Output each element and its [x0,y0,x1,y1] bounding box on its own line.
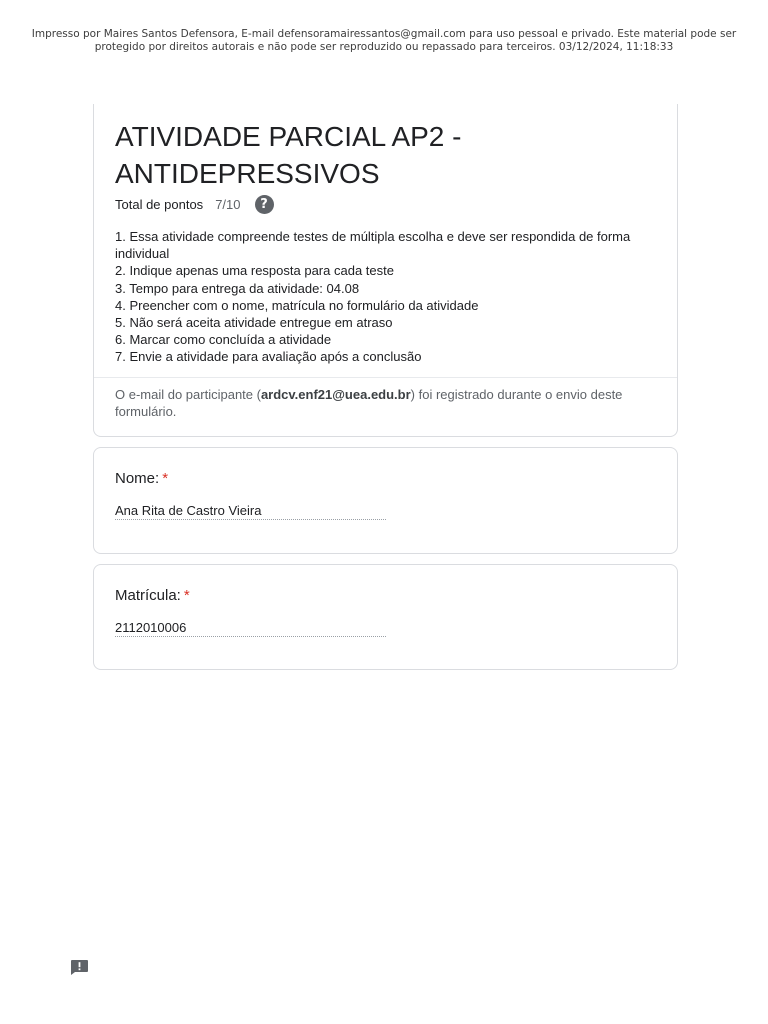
instruction-item: 6. Marcar como concluída a atividade [115,332,332,348]
question-label-text: Matrícula: [115,587,181,604]
report-feedback-icon[interactable] [69,959,89,976]
divider [94,377,677,378]
required-mark: * [183,587,190,604]
score-row [115,195,274,214]
print-header: Impresso por Maires Santos Defensora, E-mail defensoramairessantos@gmail.com para uso pessoal e privado. Este material pode ser protegido por direitos autorais e não pode ser reproduzido ou repassado para terceiros. 03/12/2024, 11:18:33 [31,28,737,53]
form-title: ATIVIDADE PARCIAL AP2 - ANTIDEPRESSIVOS [115,121,462,189]
question-label [115,587,190,604]
email-note-suffix: ) foi registrado durante o envio deste formulário. [115,387,623,419]
email-note [115,386,655,420]
instructions-list [115,228,660,366]
instruction-item: 3. Tempo para entrega da atividade: 04.08 [115,280,360,296]
instruction-item: 7. Envie a atividade para avaliação após a conclusão [115,349,422,365]
instruction-item: 5. Não será aceita atividade entregue em atraso [115,315,393,331]
name-answer-field[interactable]: Ana Rita de Castro Vieira [115,503,386,520]
help-circle-icon[interactable]: ? [255,195,274,214]
matricula-answer-field[interactable]: 2112010006 [115,620,386,637]
instruction-item: 1. Essa atividade compreende testes de múltipla escolha e deve ser respondida de forma individual [115,229,631,262]
question-label-text: Nome: [115,470,160,487]
score-value: 7/10 [215,197,241,212]
required-mark: * [162,470,169,487]
question-card-matricula [93,564,678,670]
question-label [115,470,168,487]
question-card-name [93,447,678,554]
instruction-item: 2. Indique apenas uma resposta para cada teste [115,263,394,279]
score-label: Total de pontos [115,197,204,212]
participant-email: ardcv.enf21@uea.edu.br [260,387,411,402]
email-note-prefix: O e-mail do participante ( [115,387,261,402]
form-header-card [93,104,678,437]
instruction-item: 4. Preencher com o nome, matrícula no formulário da atividade [115,297,479,313]
